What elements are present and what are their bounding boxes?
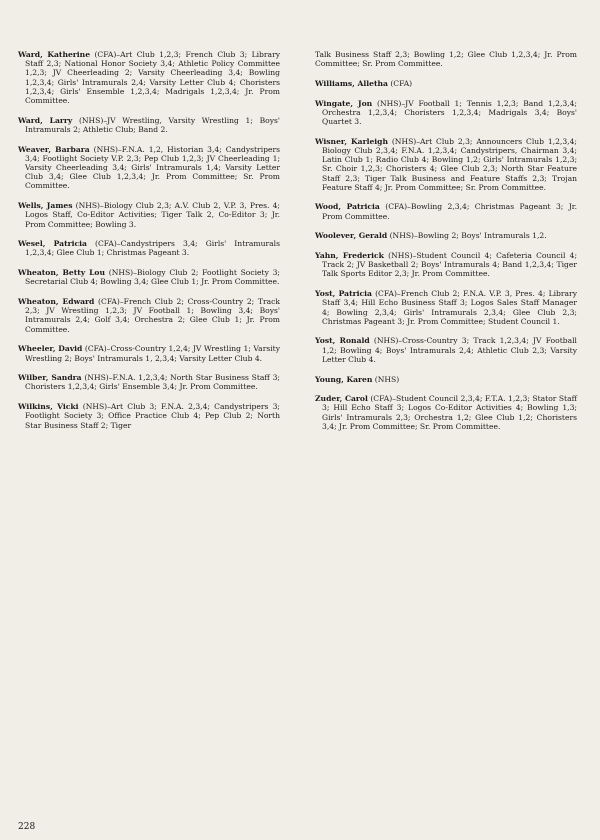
entry-yost-patricia: Yost, Patricia (CFA)–French Club 2; F.N.A. V.P. 3, Pres. 4; Library Staff 3,4; Hill Echo Business Staff 3; Logos Sales Staff Manager 4; Bowling 2,3,4; Girls' Intramurals 2,3,4; Glee Club 2,3; Christmas Pageant 3; Jr. Prom Committee; Student Council 1.	[315, 289, 577, 326]
page-number: 228	[18, 822, 36, 832]
entry-ward-katherine: Ward, Katherine (CFA)–Art Club 1,2,3; French Club 3; Library Staff 2,3; National Honor Society 3,4; Athletic Policy Committee 1,2,3; JV Cheerleading 2; Varsity Cheerleading 3,4; Bowling 1,2,3,4; Girls' Intramurals 2,4; Varsity Letter Club 4; Choristers 1,2,3,4; Girls' Ensemble 1,2,3,4; Madrigals 1,2,3,4; Jr. Prom Committee.	[18, 50, 280, 106]
entry-wells-james: Wells, James (NHS)–Biology Club 2,3; A.V. Club 2, V.P. 3, Pres. 4; Logos Staff, Co-Editor Activities; Tiger Talk 2, Co-Editor 3; Jr. Prom Committee; Bowling 3.	[18, 201, 280, 229]
entry-wilkins-vicki: Wilkins, Vicki (NHS)–Art Club 3; F.N.A. 2,3,4; Candystripers 3; Footlight Society 3; Office Practice Club 4; Pep Club 2; North Star Business Staff 2; Tiger	[18, 402, 280, 430]
entry-wood-patricia: Wood, Patricia (CFA)–Bowling 2,3,4; Christmas Pageant 3; Jr. Prom Committee.	[315, 202, 577, 221]
entry-weaver-barbara: Weaver, Barbara (NHS)–F.N.A. 1,2, Historian 3,4; Candystripers 3,4; Footlight Society V.P. 2,3; Pep Club 1,2,3; JV Cheerleading 1; Varsity Cheerleading 3,4; Girls' Intramurals 1,4; Varsity Letter Club 3,4; Glee Club 1,2,3,4; Jr. Prom Committee; Sr. Prom Committee.	[18, 144, 280, 191]
entry-zuder-carol: Zuder, Carol (CFA)–Student Council 2,3,4; F.T.A. 1,2,3; Stator Staff 3; Hill Echo Staff 3; Logos Co-Editor Activities 4; Bowling 1,3; Girls' Intramurals 2,3; Orchestra 1,2; Glee Club 1,2; Choristers 3,4; Jr. Prom Committee; Sr. Prom Committee.	[315, 394, 578, 431]
entry-wheaton-edward: Wheaton, Edward (CFA)–French Club 2; Cross-Country 2; Track 2,3; JV Wrestling 1,2,3; JV Football 1; Bowling 3,4; Boys' Intramurals 2,4; Golf 3,4; Orchestra 2; Glee Club 1; Jr. Prom Committee.	[18, 297, 280, 334]
entry-wesel-patricia: Wesel, Patricia (CFA)–Candystripers 3,4; Girls' Intramurals 1,2,3,4; Glee Club 1; Christmas Pageant 3.	[18, 239, 280, 258]
entry-yahn-frederick: Yahn, Frederick (NHS)–Student Council 4; Cafeteria Council 4; Track 2; JV Basketball 2; Boys' Intramurals 4; Band 1,2,3,4; Tiger Talk Sports Editor 2,3; Jr. Prom Committee.	[315, 251, 577, 279]
entry-wilkins-vicki-continued: Talk Business Staff 2,3; Bowling 1,2; Glee Club 1,2,3,4; Jr. Prom Committee; Sr. Prom Committee.	[315, 50, 577, 69]
entry-young-karen: Young, Karen (NHS)	[315, 374, 400, 384]
entry-wheaton-betty-lou: Wheaton, Betty Lou (NHS)–Biology Club 2; Footlight Society 3; Secretarial Club 4; Bowling 3,4; Glee Club 1; Jr. Prom Committee.	[18, 268, 280, 287]
entry-ward-larry: Ward, Larry (NHS)–JV Wrestling, Varsity Wrestling 1; Boys' Intramurals 2; Athletic Club; Band 2.	[18, 115, 280, 134]
entry-wheeler-david: Wheeler, David (CFA)–Cross-Country 1,2,4; JV Wrestling 1; Varsity Wrestling 2; Boys' Intramurals 1, 2,3,4; Varsity Letter Club 4.	[18, 344, 280, 363]
entry-williams-alletha: Williams, Alletha (CFA)	[315, 78, 413, 88]
left-column	[18, 50, 280, 440]
entry-yost-ronald: Yost, Ronald (NHS)–Cross-Country 3; Track 1,2,3,4; JV Football 1,2; Bowling 4; Boys' Intramurals 2,4; Athletic Club 2,3; Varsity Letter Club 4.	[315, 336, 577, 364]
entry-wisner-karleigh: Wisner, Karleigh (NHS)–Art Club 2,3; Announcers Club 1,2,3,4; Biology Club 2,3,4; F.N.A. 1,2,3,4; Candystripers, Chairman 3,4; Latin Club 1; Radio Club 4; Bowling 1,2; Girls' Intramurals 1,2,3; Sr. Choir 1,2,3; Choristers 4; Glee Club 2,3; North Star Feature Staff 2,3; Tiger Talk Business and Feature Staffs 2,3; Trojan Feature Staff 4; Jr. Prom Committee; Sr. Prom Committee.	[315, 136, 577, 192]
entry-woolever-gerald: Woolever, Gerald (NHS)–Bowling 2; Boys' Intramurals 1,2.	[315, 231, 547, 241]
right-column	[315, 50, 577, 442]
entry-wingate-jon: Wingate, Jon (NHS)–JV Football 1; Tennis 1,2,3; Band 1,2,3,4; Orchestra 1,2,3,4; Choristers 1,2,3,4; Madrigals 3,4; Boys' Quartet 3.	[315, 98, 577, 127]
entry-wilber-sandra: Wilber, Sandra (NHS)–F.N.A. 1,2,3,4; North Star Business Staff 3; Choristers 1,2,3,4; Girls' Ensemble 3,4; Jr. Prom Committee.	[18, 373, 280, 392]
